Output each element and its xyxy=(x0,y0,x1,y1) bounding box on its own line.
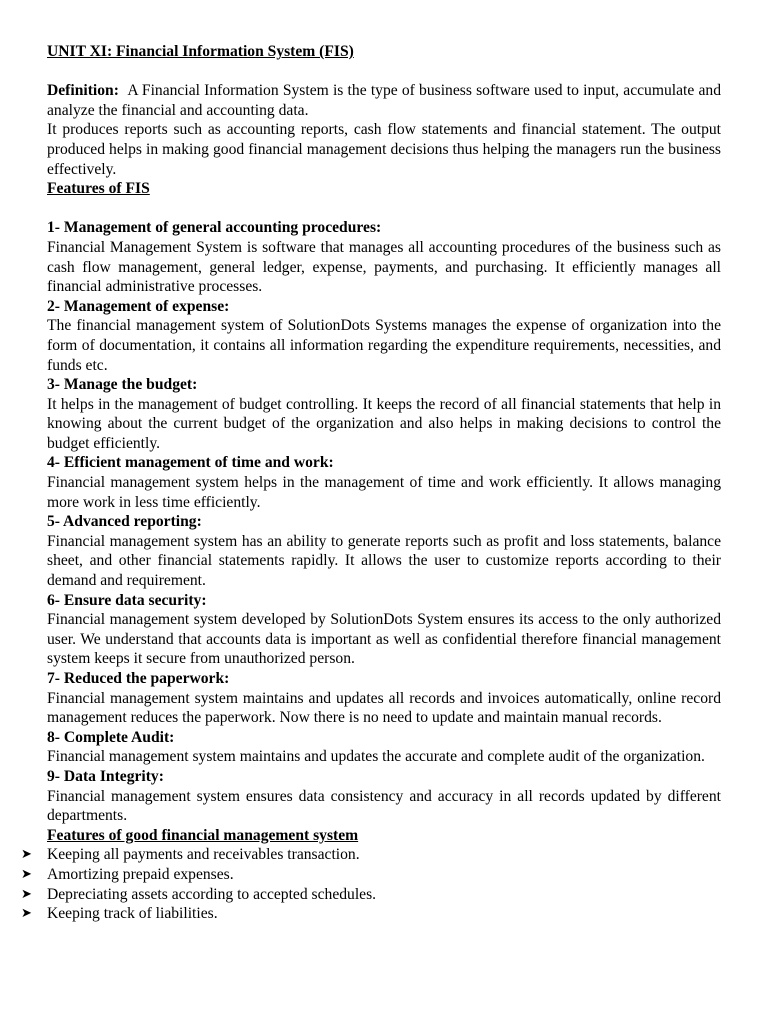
feature-heading-4: 4- Efficient management of time and work: xyxy=(47,454,334,472)
arrow-right-icon: ➤ xyxy=(21,847,32,863)
feature-body-6: Financial management system developed by SolutionDots System ensures its access to the only authorized user. We understand that accounts data is important as well as confidential therefore financial management system keeps it secure from unauthorized person. xyxy=(47,611,721,668)
feature-heading-2: 2- Management of expense: xyxy=(47,297,230,315)
bullet-text: Amortizing prepaid expenses. xyxy=(47,865,234,883)
bullet-item xyxy=(21,865,721,885)
good-features-list xyxy=(21,845,721,923)
arrow-right-icon: ➤ xyxy=(21,886,32,902)
feature-heading-6: 6- Ensure data security: xyxy=(47,591,207,609)
definition-text: A Financial Information System is the type of business software used to input, accumulate and analyze the financial and accounting data. xyxy=(47,82,721,119)
definition-paragraph xyxy=(47,81,721,120)
features-heading: Features of FIS xyxy=(47,180,150,198)
spacer xyxy=(47,199,721,219)
document-title: UNIT XI: Financial Information System (FIS) xyxy=(47,43,354,60)
intro-paragraph: It produces reports such as accounting reports, cash flow statements and financial statement. The output produced helps in making good financial management decisions thus helping the managers run the business effectively. xyxy=(47,121,721,178)
bullet-item xyxy=(21,845,721,865)
good-features-heading: Features of good financial management system xyxy=(47,826,359,844)
feature-body-4: Financial management system helps in the management of time and work efficiently. It allows managing more work in less time efficiently. xyxy=(47,474,721,511)
feature-heading-9: 9- Data Integrity: xyxy=(47,767,164,785)
bullet-item xyxy=(21,904,721,924)
bullet-text: Keeping track of liabilities. xyxy=(47,905,218,923)
feature-heading-5: 5- Advanced reporting: xyxy=(47,513,202,531)
feature-heading-1: 1- Management of general accounting procedures: xyxy=(47,219,382,237)
feature-body-2: The financial management system of SolutionDots Systems manages the expense of organization into the form of documentation, it contains all information regarding the expenditure requirements, necessities, and funds etc. xyxy=(47,317,721,374)
document-page xyxy=(21,42,721,924)
feature-body-1: Financial Management System is software that manages all accounting procedures of the business such as cash flow management, general ledger, expense, payments, and purchasing. It efficiently manages all financial administrative processes. xyxy=(47,238,721,296)
feature-body-7: Financial management system maintains and updates all records and invoices automatically, online record management reduces the paperwork. Now there is no need to update and maintain manual records. xyxy=(47,689,721,727)
feature-heading-3: 3- Manage the budget: xyxy=(47,376,198,394)
definition-label: Definition: xyxy=(47,82,119,100)
feature-heading-7: 7- Reduced the paperwork: xyxy=(47,670,230,687)
bullet-item xyxy=(21,885,721,905)
arrow-right-icon: ➤ xyxy=(21,906,32,922)
feature-body-9: Financial management system ensures data consistency and accuracy in all records updated by different departments. xyxy=(47,787,721,825)
feature-body-5: Financial management system has an ability to generate reports such as profit and loss statements, balance sheet, and other financial statements rapidly. It allows the user to customize reports according to their demand and requirement. xyxy=(47,532,721,590)
arrow-right-icon: ➤ xyxy=(21,866,32,882)
feature-heading-8: 8- Complete Audit: xyxy=(47,728,175,746)
feature-body-8: Financial management system maintains and updates the accurate and complete audit of the organization. xyxy=(47,748,705,766)
features-list xyxy=(47,218,721,825)
feature-body-3: It helps in the management of budget controlling. It keeps the record of all financial statements that help in knowing about the current budget of the organization and also helps in making decisions to control the budget efficiently. xyxy=(47,395,721,452)
bullet-text: Keeping all payments and receivables transaction. xyxy=(47,846,360,864)
bullet-text: Depreciating assets according to accepted schedules. xyxy=(47,885,377,903)
